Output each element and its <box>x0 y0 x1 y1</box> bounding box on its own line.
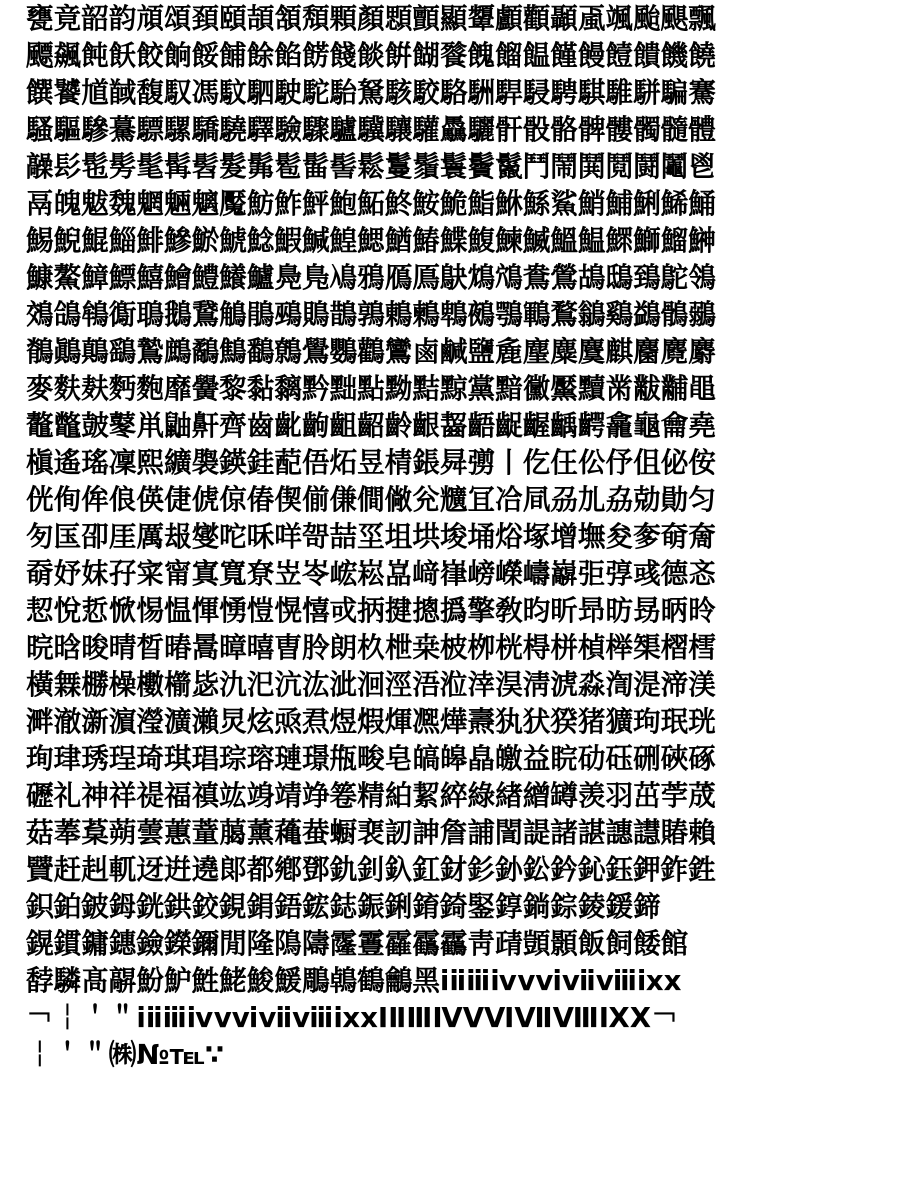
glyph-line: 菇菶葈蒴蕓蕙蕫﨟薰蘒蛬蟵裵訒訷詹誧誾諟諸諶譓譿賰賴 <box>26 816 716 849</box>
glyph-line: ￢￤＇＂ⅰⅱⅲⅳⅴⅵⅶⅷⅸⅹⅠⅡⅢⅣⅤⅥⅦⅧⅨⅩ￢ <box>26 1001 679 1034</box>
glyph-line: 贒赶赳軏迓逬遶郞都鄕鄧釚釗釞釭釮釤釥鈆鈐鈊鈺鉀鈼鉎 <box>26 853 716 886</box>
glyph-line: 匇匤卲厓厲叝燮咜咊咩哿喆坙坥垬埈埇焀塚增墲夋奓奛奝 <box>26 520 716 553</box>
glyph-line: 橫橆橳橾櫢櫤毖氿汜沆汯泚洄涇浯涖涬淏淸淲淼渹湜渧渼 <box>26 668 716 701</box>
glyph-line: 礰礼神祥禔福禛竑竧靖竫箞精絈絜綷綠緖繒罇羡羽茁荢荿 <box>26 779 716 812</box>
glyph-line: 恝悅悊惞惕愠惲愑愷愰憘戓抦揵摠撝擎敎昀昕昻昉昮昞昤 <box>26 594 716 627</box>
glyph-line: ￤＇＂㈱№℡∵ <box>26 1038 225 1071</box>
glyph-line: 鬲魄魃魏魍魎魑魘魴鮓鮃鮑鮖鮗鮟鮠鮨鮴鯀鯊鮹鯆鯏鯑鯒 <box>26 187 716 220</box>
glyph-line: 髞髟髢髣髦髯髫髮髴髱髷髻鬆鬘鬚鬟鬢鬣鬥鬧鬨鬩鬪鬮鬯 <box>26 150 716 183</box>
glyph-line: 鶺鷆鷏鷂鷙鷓鷸鷦鷭鷯鷽鸚鸛鸞鹵鹹鹽麁麈麋麌麒麕麑麝 <box>26 335 716 368</box>
glyph-line: 晥晗晙晴晳暙暠暲暿曺朎朗杦枻桒柀栁桄棏栟楨榉榘槢樰 <box>26 631 716 664</box>
glyph-line: 饌饕馗馘馥馭馮馼駟駛駝駘駑駭駮駱駲駻駸騁騏騅駢騙騫 <box>26 76 716 109</box>
glyph-line: 鱇鰲鱆鰾鱚鱠鱧鱶鱸鳧鳬鳰鴉鴈鳫鴃鴆鴪鴦鶯鴣鴟鵄鴕鴒 <box>26 261 716 294</box>
glyph-sheet <box>26 0 886 1200</box>
glyph-line: 珣珒琇珵琦琪琩琮瑢璉璟甁畯皂皜皞皛皦益睆劯砡硎硤硺 <box>26 742 716 775</box>
glyph-line: 飃飆飩飫餃餉餒餔餘餡餝餞餤餠餬餮餽餾饂饉饅饐饋饑饒 <box>26 39 716 72</box>
glyph-line: 奣妤妺孖寀甯寘寬尞岦岺峵崧嵓﨑嵂嵭嶸嶹巐弡弴彧德忞 <box>26 557 716 590</box>
glyph-line: 馞驎髙髜魵魲鮏鮱鮻鰀鵰鵫鶴鸙黑ⅰⅱⅲⅳⅴⅵⅶⅷⅸⅹ <box>26 964 682 997</box>
glyph-line: 鎤鏆鏞鏸鐱鑅鑈閒隆隝隯霳霻靃靍靏靑靕顗顥飯飼餧館 <box>26 927 689 960</box>
glyph-line: 鵁鴿鴾鵆鵈鵝鵞鵤鵑鵐鵙鵲鶉鶇鶫鵯鵺鶚鶤鶩鶲鷄鷁鶻鶸 <box>26 298 716 331</box>
glyph-line: 溿澈澵濵瀅瀇瀨炅炫焏焄煜煆煇凞燁燾犱犾猤猪獷玽珉珖 <box>26 705 716 738</box>
glyph-line: 甕竟韶韵頏頌頚頤頡頷頽顆顏顋顫顯顰顱顴顳颪颯颱颶飄 <box>26 2 716 35</box>
glyph-line: 侊侚侔俍偀倢俿倞偆偰偂傔僴僘兊兤冝冾凬刕劜劦勀勛匀 <box>26 483 716 516</box>
glyph-line: 鼇鼈皷鼕鼡鼬鼾齊齒齔齣齟齠齡齦齧齬齪齷齲齶龕龜龠堯 <box>26 409 716 442</box>
glyph-line: 騷驅驂驀驃騾驕驍驛驗驟驢驥驤驩驫驪骭骰骼髀髏髑髓體 <box>26 113 716 146</box>
glyph-line: 鯣鯢鯤鯔鯡鰺鯲鯱鯰鰕鰔鰉鰓鰌鰆鰈鰒鰊鰄鰮鰛鰥鰤鰡鰰 <box>26 224 716 257</box>
glyph-line: 槇遙瑤凜熙纊褜鍈銈蓜俉炻昱棈鋹曻彅丨仡仼伀伃伹佖侒 <box>26 446 716 479</box>
glyph-line: 麥麩麸麪麭靡黌黎黏黐黔黜點黝黠黥黨黯黴黶黷黹黻黼黽 <box>26 372 716 405</box>
glyph-line: 鉙鉑鈹鉧銧鉷鉸鋧鋗鋙鋐鋕鋠鋓錥錡鋻錞鋿錝錂鍰鍗 <box>26 890 661 923</box>
